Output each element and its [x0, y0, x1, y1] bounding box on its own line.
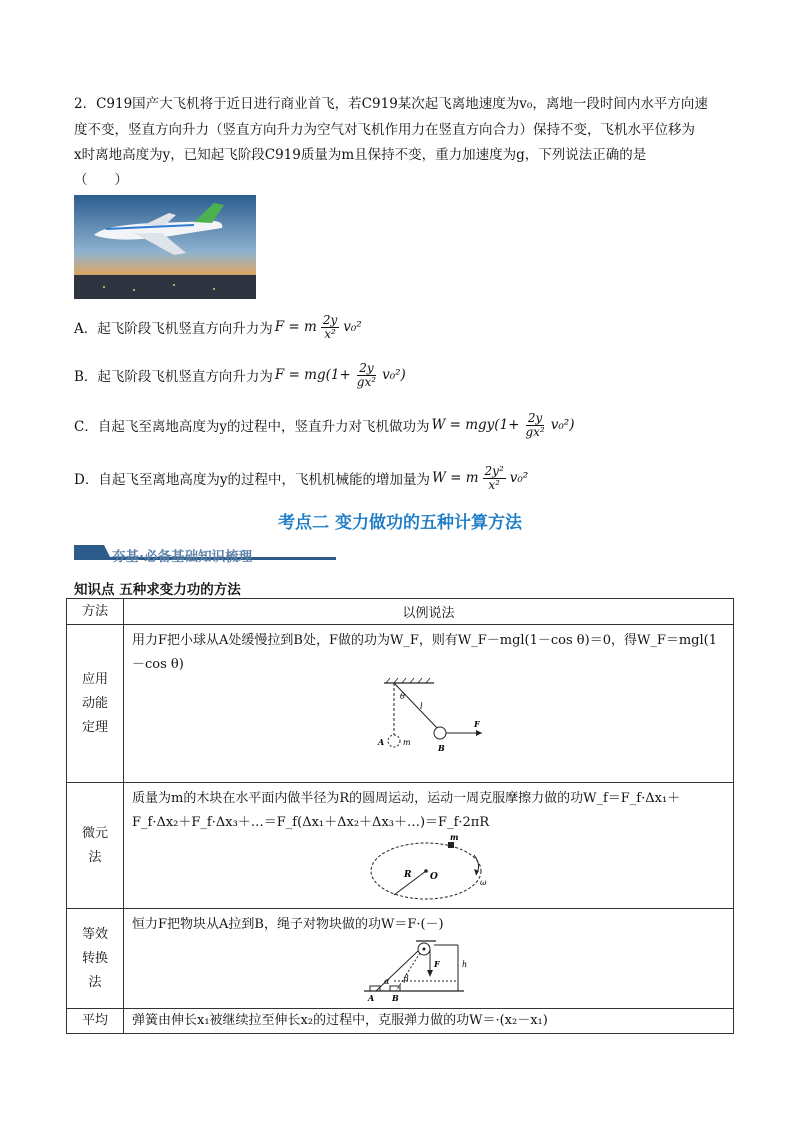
label-h: h [462, 960, 468, 969]
methods-table [66, 598, 734, 1034]
label-R: R [404, 870, 412, 880]
option-a[interactable]: A．起飞阶段飞机竖直方向升力为 F = m $\frac{2y}{\text{x²}}$ v₀² [74, 312, 362, 341]
question-line-3: x时离地高度为y，已知起飞阶段C919质量为m且保持不变，重力加速度为g，下列说法正确的是 [74, 147, 647, 163]
label-l: l [420, 702, 423, 711]
label-m: m [450, 835, 459, 842]
pulley-diagram [354, 937, 484, 1003]
option-c[interactable]: C．自起飞至离地高度为y的过程中，竖直升力对飞机做功为 W = mgy(1+ $\frac{2y}{\text{gx²}}$ v₀²) [74, 410, 575, 439]
pendulum-diagram [372, 677, 512, 759]
question-line-4: （ ） [74, 172, 128, 188]
table-row [67, 625, 734, 783]
label-A: A [378, 737, 385, 747]
table-row [67, 909, 734, 1009]
label-theta: θ [400, 692, 405, 701]
method-description: 弹簧由伸长x₁被继续拉至伸长x₂的过程中，克服弹力做的功W＝·(x₂－x₁) [132, 1013, 548, 1028]
method-name: 平均 [67, 1009, 124, 1034]
method-description: 质量为m的木块在水平面内做半径为R的圆周运动，运动一周克服摩擦力做的功W_f＝F_f·Δx₁＋F_f·Δx₂＋F_f·Δx₃＋…＝F_f(Δx₁＋Δx₂＋Δx₃＋…)＝F_f·2πR [132, 791, 681, 830]
table-row [67, 1009, 734, 1034]
label-A: A [368, 993, 375, 1003]
option-d[interactable]: D．自起飞至离地高度为y的过程中，飞机机械能的增加量为 W = m $\frac{\text{2y²}}{\text{x²}}$ v₀² [74, 463, 529, 492]
label-B: B [438, 743, 445, 753]
label-alpha: α [384, 977, 390, 986]
question-line-1: 2．C919国产大飞机将于近日进行商业首飞，若C919某次起飞离地速度为v₀，离地一段时间内水平方向速 [74, 96, 708, 112]
method-name: 微元 法 [67, 783, 124, 909]
label-F: F [474, 719, 480, 729]
header-example: 以例说法 [124, 599, 734, 625]
knowledge-point-title: 知识点 五种求变力功的方法 [74, 582, 241, 598]
banner-text: 夯基·必备基础知识梳理 [112, 549, 253, 565]
label-beta: β [404, 974, 409, 983]
circular-motion-diagram [366, 835, 496, 905]
question-line-2: 度不变，竖直方向升力（竖直方向升力为空气对飞机作用力在竖直方向合力）保持不变，飞机水平位移为 [74, 122, 695, 138]
table-row [67, 783, 734, 909]
label-omega: ω [480, 878, 487, 887]
method-name: 应用 动能 定理 [67, 625, 124, 783]
label-F: F [434, 959, 440, 969]
method-description: 恒力F把物块从A拉到B，绳子对物块做的功W＝F·(－) [132, 917, 444, 932]
option-b[interactable]: B．起飞阶段飞机竖直方向升力为 F = mg(1+ $\frac{2y}{\text{gx²}}$ v₀²) [74, 360, 406, 389]
method-description: 用力F把小球从A处缓慢拉到B处，F做的功为W_F，则有W_F－mgl(1－cos θ)＝0，得W_F＝mgl(1－cos θ) [132, 633, 718, 672]
airplane-image [74, 195, 256, 299]
section-title: 考点二 变力做功的五种计算方法 [278, 513, 522, 533]
label-m: m [403, 738, 411, 747]
label-O: O [430, 872, 438, 882]
header-method: 方法 [67, 599, 124, 625]
table-header-row [67, 599, 734, 625]
label-B: B [392, 993, 399, 1003]
method-name: 等效 转换 法 [67, 909, 124, 1009]
